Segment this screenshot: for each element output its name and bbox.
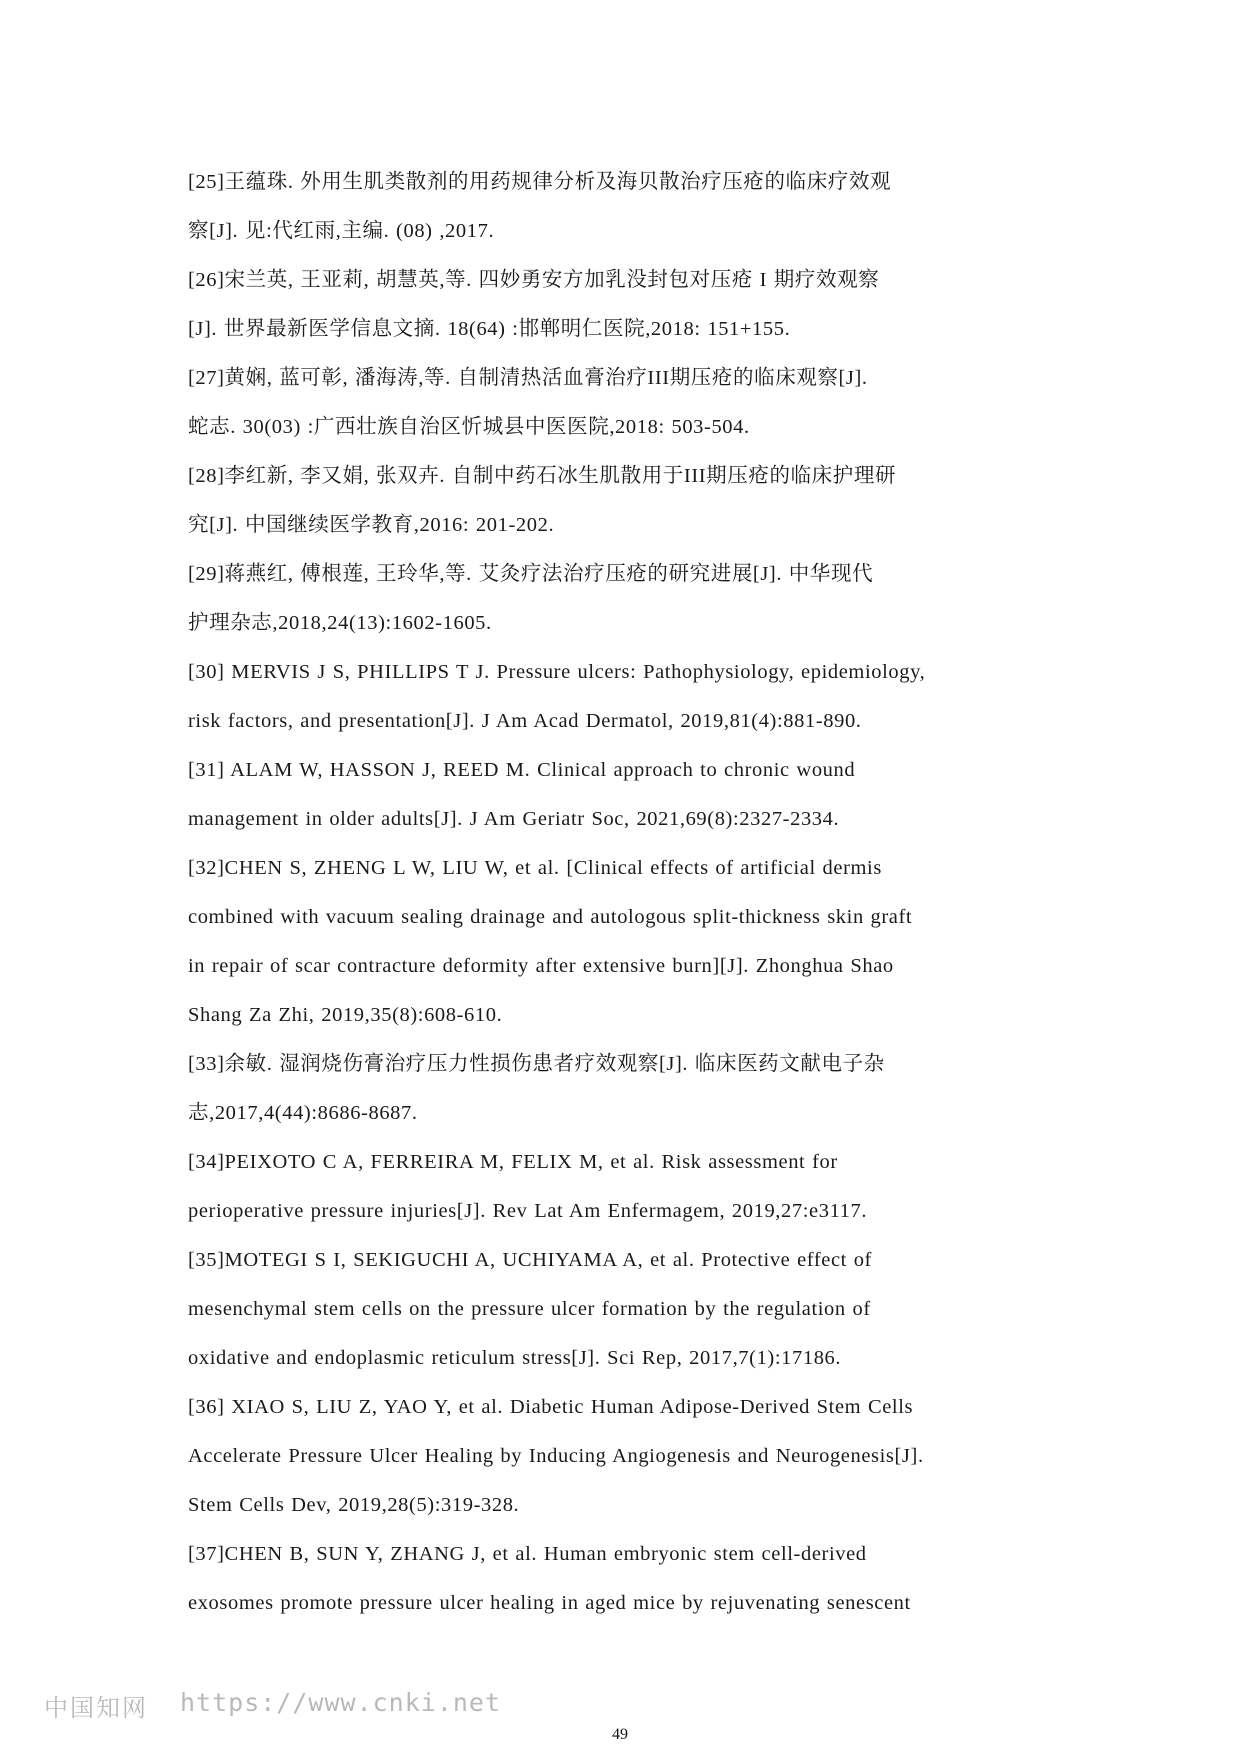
reference-line: 志,2017,4(44):8686-8687. — [188, 1102, 418, 1124]
reference-line: Shang Za Zhi, 2019,35(8):608-610. — [188, 1004, 503, 1026]
reference-line: perioperative pressure injuries[J]. Rev Lat Am Enfermagem, 2019,27:e3117. — [188, 1200, 868, 1222]
reference-line: [35]MOTEGI S I, SEKIGUCHI A, UCHIYAMA A, et al. Protective effect of — [188, 1249, 872, 1271]
reference-line: 护理杂志,2018,24(13):1602-1605. — [188, 612, 492, 634]
reference-line: [36] XIAO S, LIU Z, YAO Y, et al. Diabetic Human Adipose-Derived Stem Cells — [188, 1396, 914, 1418]
cnki-url-watermark: https://www.cnki.net — [180, 1688, 502, 1717]
reference-line: 究[J]. 中国继续医学教育,2016: 201-202. — [188, 514, 555, 536]
reference-line: [31] ALAM W, HASSON J, REED M. Clinical approach to chronic wound — [188, 759, 856, 781]
reference-line: management in older adults[J]. J Am Geriatr Soc, 2021,69(8):2327-2334. — [188, 808, 840, 830]
page-number: 49 — [612, 1726, 628, 1743]
reference-line: [29]蒋燕红, 傅根莲, 王玲华,等. 艾灸疗法治疗压疮的研究进展[J]. 中华现代 — [188, 563, 874, 585]
reference-line: 蛇志. 30(03) :广西壮族自治区忻城县中医医院,2018: 503-504. — [188, 416, 750, 438]
reference-line: mesenchymal stem cells on the pressure ulcer formation by the regulation of — [188, 1298, 871, 1320]
reference-line: Stem Cells Dev, 2019,28(5):319-328. — [188, 1494, 520, 1516]
cnki-logo-watermark: 中国知网 — [44, 1694, 148, 1722]
reference-line: [28]李红新, 李又娟, 张双卉. 自制中药石冰生肌散用于III期压疮的临床护理研 — [188, 465, 897, 487]
reference-line: [26]宋兰英, 王亚莉, 胡慧英,等. 四妙勇安方加乳没封包对压疮 I 期疗效观察 — [188, 269, 880, 291]
reference-line: oxidative and endoplasmic reticulum stress[J]. Sci Rep, 2017,7(1):17186. — [188, 1347, 842, 1369]
reference-line: [J]. 世界最新医学信息文摘. 18(64) :邯郸明仁医院,2018: 151+155. — [188, 318, 791, 340]
reference-line: [27]黄娴, 蓝可彰, 潘海涛,等. 自制清热活血膏治疗III期压疮的临床观察[J]. — [188, 367, 868, 389]
reference-line: Accelerate Pressure Ulcer Healing by Inducing Angiogenesis and Neurogenesis[J]. — [188, 1445, 924, 1467]
reference-line: exosomes promote pressure ulcer healing in aged mice by rejuvenating senescent — [188, 1592, 911, 1614]
reference-line: [32]CHEN S, ZHENG L W, LIU W, et al. [Clinical effects of artificial dermis — [188, 857, 882, 879]
reference-list — [188, 158, 1048, 1628]
reference-line: combined with vacuum sealing drainage and autologous split-thickness skin graft — [188, 906, 913, 928]
reference-line: risk factors, and presentation[J]. J Am Acad Dermatol, 2019,81(4):881-890. — [188, 710, 862, 732]
reference-line: [34]PEIXOTO C A, FERREIRA M, FELIX M, et al. Risk assessment for — [188, 1151, 838, 1173]
reference-line: 察[J]. 见:代红雨,主编. (08) ,2017. — [188, 220, 495, 242]
reference-line: [30] MERVIS J S, PHILLIPS T J. Pressure ulcers: Pathophysiology, epidemiology, — [188, 661, 926, 683]
reference-line: [25]王蕴珠. 外用生肌类散剂的用药规律分析及海贝散治疗压疮的临床疗效观 — [188, 171, 892, 193]
reference-line: in repair of scar contracture deformity after extensive burn][J]. Zhonghua Shao — [188, 955, 894, 977]
reference-line: [37]CHEN B, SUN Y, ZHANG J, et al. Human embryonic stem cell-derived — [188, 1543, 867, 1565]
reference-line: [33]余敏. 湿润烧伤膏治疗压力性损伤患者疗效观察[J]. 临床医药文献电子杂 — [188, 1053, 885, 1075]
